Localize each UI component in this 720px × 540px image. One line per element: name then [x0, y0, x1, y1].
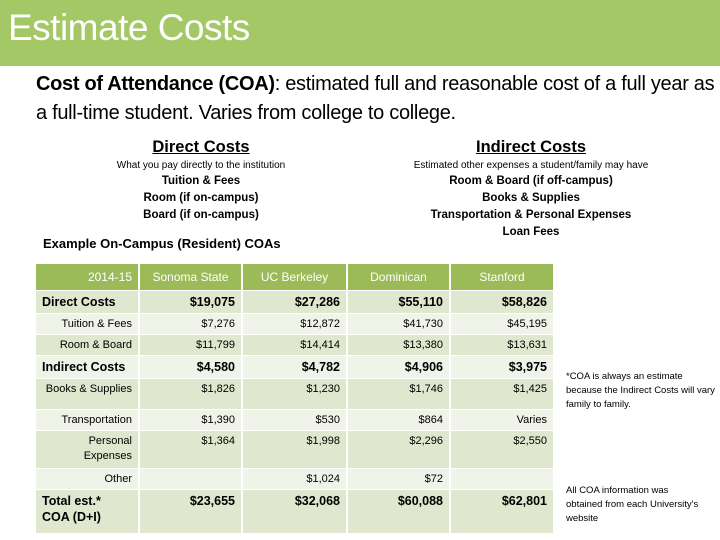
column-header-stanford: Stanford: [451, 264, 553, 290]
cell-value: $1,425: [451, 379, 553, 409]
direct-cost-item: Tuition & Fees: [161, 175, 241, 187]
indirect-costs-subtitle: Estimated other expenses a student/family may have: [413, 160, 649, 171]
cell-value: $27,286: [243, 291, 346, 313]
direct-costs-subtitle: What you pay directly to the institution: [116, 160, 286, 171]
row-label: Other: [36, 469, 138, 489]
table-header-row: [36, 264, 553, 290]
cell-value: $55,110: [348, 291, 449, 313]
coa-term: Cost of Attendance (COA): [36, 73, 275, 95]
cell-value: $4,906: [348, 356, 449, 378]
coa-definition: [36, 70, 716, 128]
cell-value: $32,068: [243, 490, 346, 533]
cell-value: $1,024: [243, 469, 346, 489]
row-label: Direct Costs: [36, 291, 138, 313]
example-heading: Example On-Campus (Resident) COAs: [43, 236, 281, 251]
table-row-total: [36, 490, 553, 533]
table-row-books-supplies: [36, 379, 553, 409]
table-row-indirect-costs: [36, 356, 553, 378]
cell-value: $72: [348, 469, 449, 489]
indirect-cost-item: Transportation & Personal Expenses: [430, 209, 632, 221]
cell-value: $1,230: [243, 379, 346, 409]
table-row-transportation: [36, 410, 553, 430]
cell-value: $58,826: [451, 291, 553, 313]
row-label: Indirect Costs: [36, 356, 138, 378]
direct-cost-item: Board (if on-campus): [143, 209, 259, 221]
direct-costs-heading: Direct Costs: [152, 138, 250, 156]
estimate-footnote: *COA is always an estimate because the Indirect Costs will vary family to family.: [566, 371, 715, 410]
title-bar: [0, 0, 720, 66]
cell-value: $1,998: [243, 431, 346, 468]
cell-value: $62,801: [451, 490, 553, 533]
row-label: Books & Supplies: [36, 379, 138, 409]
indirect-cost-item: Loan Fees: [502, 226, 560, 238]
column-header-dominican: Dominican: [348, 264, 449, 290]
table-row-personal-expenses: [36, 431, 553, 468]
cell-value: $2,296: [348, 431, 449, 468]
indirect-costs-heading: Indirect Costs: [475, 138, 587, 156]
table-row-tuition-fees: [36, 314, 553, 334]
cell-value: $1,746: [348, 379, 449, 409]
cell-value: $19,075: [140, 291, 241, 313]
cell-value: $4,580: [140, 356, 241, 378]
cell-value: $1,364: [140, 431, 241, 468]
table-row-other: [36, 469, 553, 489]
cell-value: $530: [243, 410, 346, 430]
direct-cost-item: Room (if on-campus): [143, 192, 259, 204]
indirect-cost-item: Books & Supplies: [482, 192, 580, 204]
cell-value: $3,975: [451, 356, 553, 378]
row-label: Tuition & Fees: [36, 314, 138, 334]
indirect-costs-block: [390, 137, 672, 241]
table-row-room-board: [36, 335, 553, 355]
cell-value: $23,655: [140, 490, 241, 533]
coa-table: [34, 263, 555, 534]
cell-value: $41,730: [348, 314, 449, 334]
indirect-cost-item: Room & Board (if off-campus): [449, 175, 613, 187]
cell-value: $45,195: [451, 314, 553, 334]
source-note: All COA information was obtained from each University's website: [566, 485, 699, 524]
row-label: Total est.* COA (D+I): [36, 490, 138, 533]
cell-value: $1,390: [140, 410, 241, 430]
cell-value: $14,414: [243, 335, 346, 355]
cell-value: $13,380: [348, 335, 449, 355]
coa-definition-text: : estimated full and reasonable cost of a full year as a full-time student. Varies from college to college.: [36, 73, 715, 124]
direct-costs-block: [90, 137, 312, 224]
row-label: Room & Board: [36, 335, 138, 355]
row-label: Personal Expenses: [36, 431, 138, 468]
column-header-year: 2014-15: [36, 264, 138, 290]
row-label: Transportation: [36, 410, 138, 430]
cell-value: $60,088: [348, 490, 449, 533]
cell-value: $12,872: [243, 314, 346, 334]
cell-value: $13,631: [451, 335, 553, 355]
cell-value: $1,826: [140, 379, 241, 409]
page-title: Estimate Costs: [8, 7, 250, 48]
cell-value: $11,799: [140, 335, 241, 355]
cell-value: $864: [348, 410, 449, 430]
cell-value: Varies: [451, 410, 553, 430]
cell-value: $4,782: [243, 356, 346, 378]
cell-value: [140, 469, 241, 489]
table-row-direct-costs: [36, 291, 553, 313]
column-header-sonoma-state: Sonoma State: [140, 264, 241, 290]
column-header-uc-berkeley: UC Berkeley: [243, 264, 346, 290]
cell-value: [451, 469, 553, 489]
cell-value: $2,550: [451, 431, 553, 468]
cell-value: $7,276: [140, 314, 241, 334]
